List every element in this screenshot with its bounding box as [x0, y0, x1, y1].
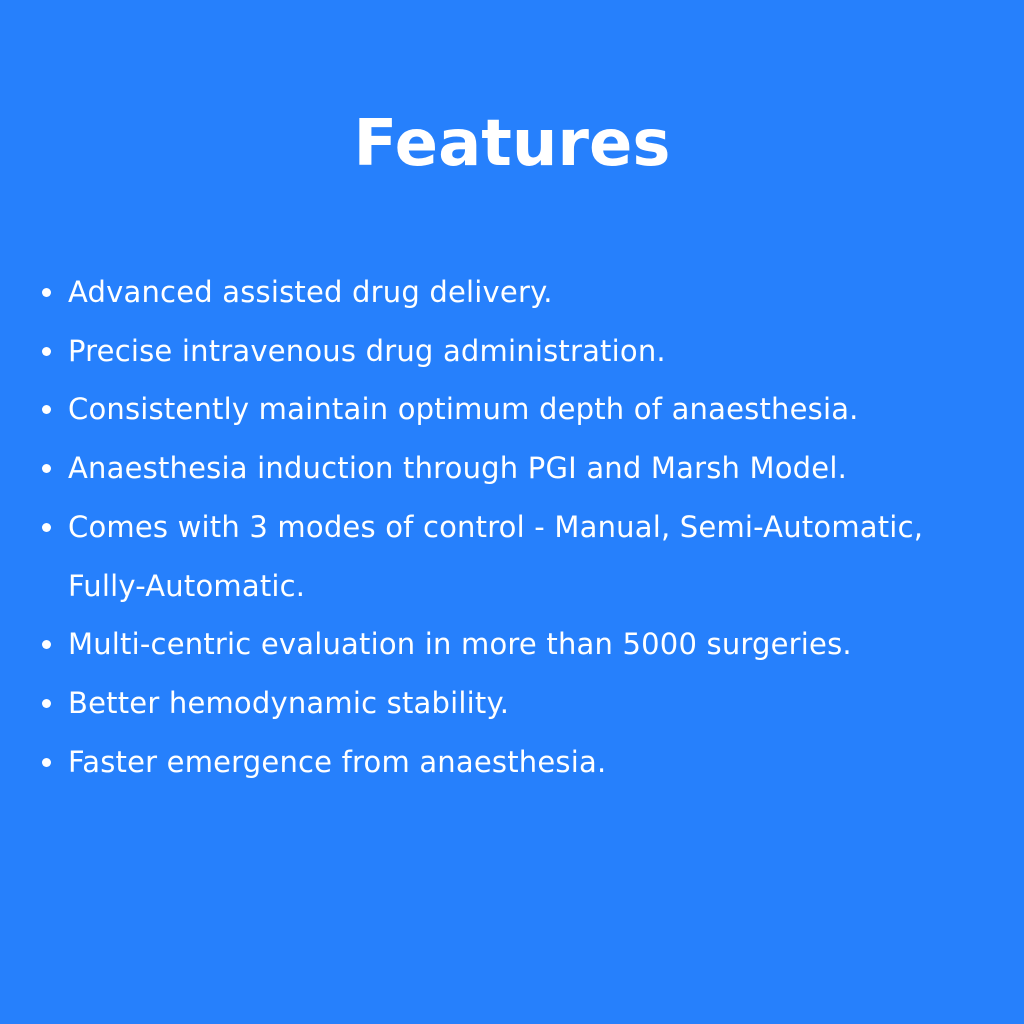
feature-text: Faster emergence from anaesthesia.: [68, 744, 607, 779]
feature-item: [68, 263, 1008, 322]
feature-item: [68, 322, 1008, 381]
bullet-icon: [42, 699, 51, 708]
bullet-icon: [42, 464, 51, 473]
feature-item: [68, 380, 1008, 439]
bullet-icon: [42, 405, 51, 414]
feature-item: [68, 733, 1008, 792]
bullet-icon: [42, 523, 51, 532]
bullet-icon: [42, 288, 51, 297]
feature-text: Comes with 3 modes of control - Manual, Semi-Automatic, Fully-Automatic.: [68, 509, 924, 603]
page-title: Features: [353, 107, 671, 181]
bullet-icon: [42, 347, 51, 356]
bullet-icon: [42, 758, 51, 767]
feature-item: [68, 498, 1008, 615]
feature-list: [68, 263, 1008, 791]
feature-text: Advanced assisted drug delivery.: [68, 275, 553, 309]
bullet-icon: [42, 640, 51, 649]
feature-text: Better hemodynamic stability.: [68, 685, 510, 720]
feature-item: [68, 439, 1008, 498]
feature-item: [68, 674, 1008, 733]
feature-item: [68, 615, 1008, 674]
feature-text: Consistently maintain optimum depth of anaesthesia.: [68, 392, 859, 427]
feature-text: Multi-centric evaluation in more than 5000 surgeries.: [68, 627, 852, 662]
feature-text: Precise intravenous drug administration.: [68, 333, 666, 368]
feature-text: Anaesthesia induction through PGI and Marsh Model.: [68, 451, 848, 486]
